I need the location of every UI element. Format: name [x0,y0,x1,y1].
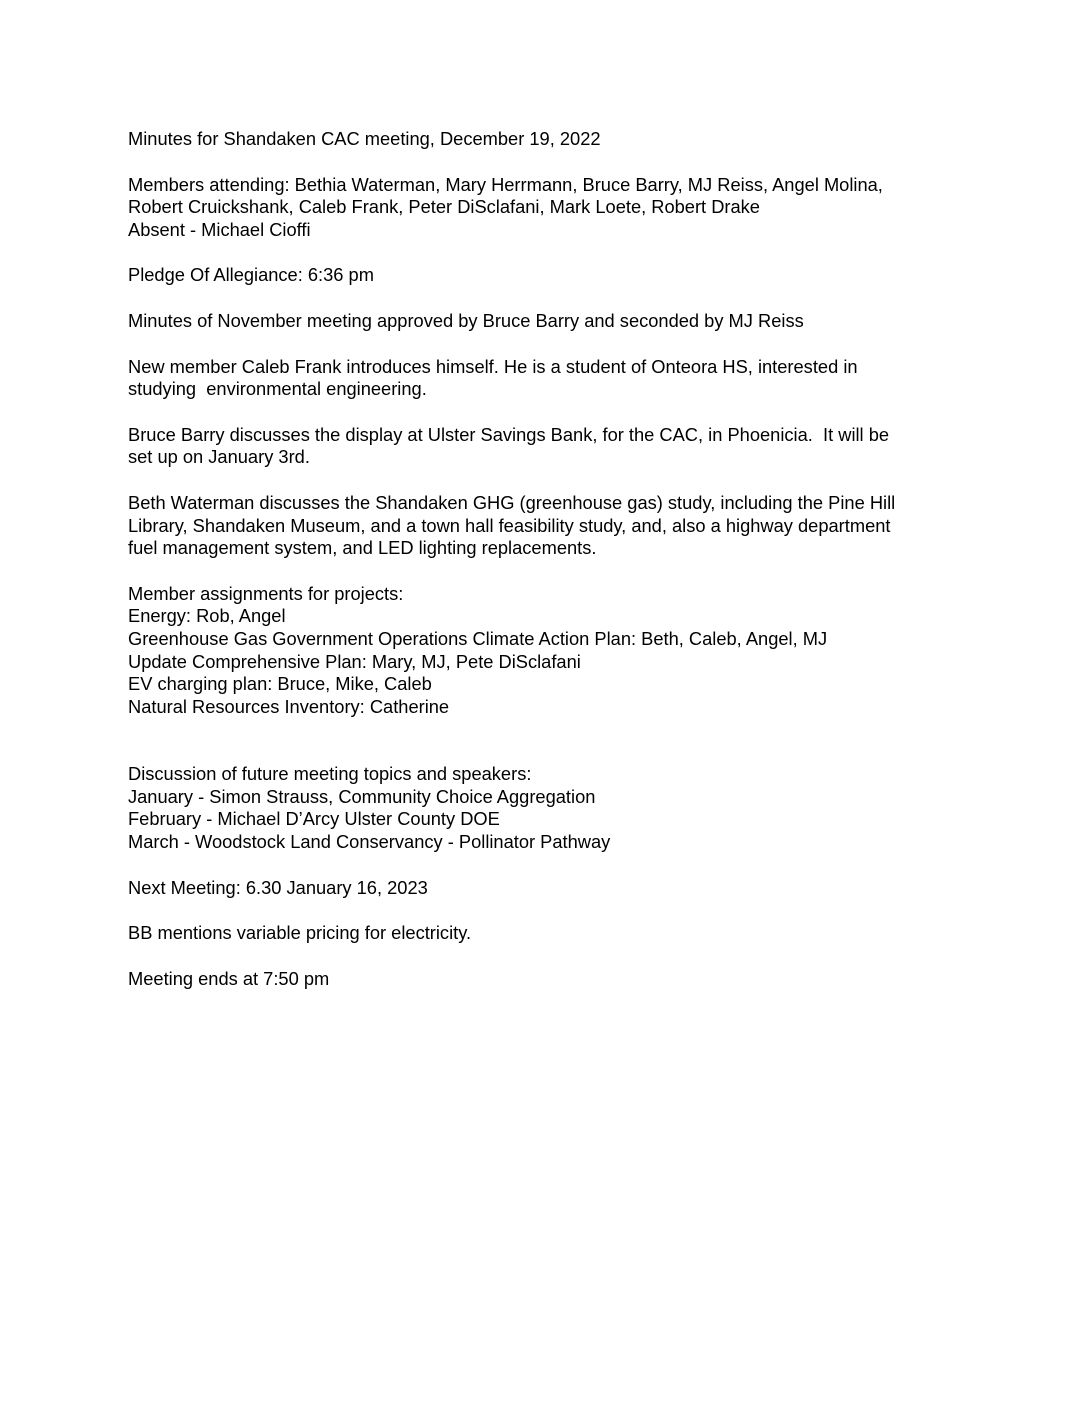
ghg-section [128,492,968,560]
new-member-line-1: New member Caleb Frank introduces himself. He is a student of Onteora HS, interested in [128,355,858,377]
display-line-1: Bruce Barry discusses the display at Ulster Savings Bank, for the CAC, in Phoenicia. It will be [128,423,890,445]
pledge-section [128,264,968,287]
future-topics-section [128,763,968,853]
minutes-approval-text: Minutes of November meeting approved by Bruce Barry and seconded by MJ Reiss [128,309,804,331]
minutes-title [128,128,968,151]
assignments-section [128,583,968,719]
display-line-2: set up on January 3rd. [128,446,310,468]
members-attending-line-2: Robert Cruickshank, Caleb Frank, Peter DiSclafani, Mark Loete, Robert Drake [128,196,760,218]
document-body [128,128,968,1013]
future-topic-item: January - Simon Strauss, Community Choice Aggregation [128,785,596,807]
future-topic-item: February - Michael D’Arcy Ulster County DOE [128,808,500,830]
assignment-item: EV charging plan: Bruce, Mike, Caleb [128,673,432,695]
minutes-approval-section [128,310,968,333]
ghg-line-3: fuel management system, and LED lighting replacements. [128,537,597,559]
assignment-item: Update Comprehensive Plan: Mary, MJ, Pete DiSclafani [128,650,581,672]
assignments-heading: Member assignments for projects: [128,582,404,604]
title-text: Minutes for Shandaken CAC meeting, December 19, 2022 [128,128,601,149]
bb-mention-text: BB mentions variable pricing for electricity. [128,922,472,944]
future-topic-item: March - Woodstock Land Conservancy - Pollinator Pathway [128,831,611,853]
ghg-line-1: Beth Waterman discusses the Shandaken GHG (greenhouse gas) study, including the Pine Hill [128,491,896,513]
assignment-item: Energy: Rob, Angel [128,605,286,627]
new-member-line-2: studying environmental engineering. [128,378,427,400]
members-attending-line-1: Members attending: Bethia Waterman, Mary Herrmann, Bruce Barry, MJ Reiss, Angel Molina, [128,173,883,195]
new-member-section [128,356,968,401]
next-meeting-text: Next Meeting: 6.30 January 16, 2023 [128,876,428,898]
absent-line: Absent - Michael Cioffi [128,218,311,240]
meeting-end-text: Meeting ends at 7:50 pm [128,967,330,989]
assignment-item: Natural Resources Inventory: Catherine [128,695,450,717]
next-meeting-section [128,877,968,900]
attendance-section [128,174,968,242]
future-topics-heading: Discussion of future meeting topics and speakers: [128,763,532,785]
ghg-line-2: Library, Shandaken Museum, and a town hall feasibility study, and, also a highway department [128,514,891,536]
display-section [128,424,968,469]
assignment-item: Greenhouse Gas Government Operations Climate Action Plan: Beth, Caleb, Angel, MJ [128,627,828,649]
meeting-end-section [128,968,968,991]
bb-mention-section [128,922,968,945]
pledge-text: Pledge Of Allegiance: 6:36 pm [128,264,374,286]
